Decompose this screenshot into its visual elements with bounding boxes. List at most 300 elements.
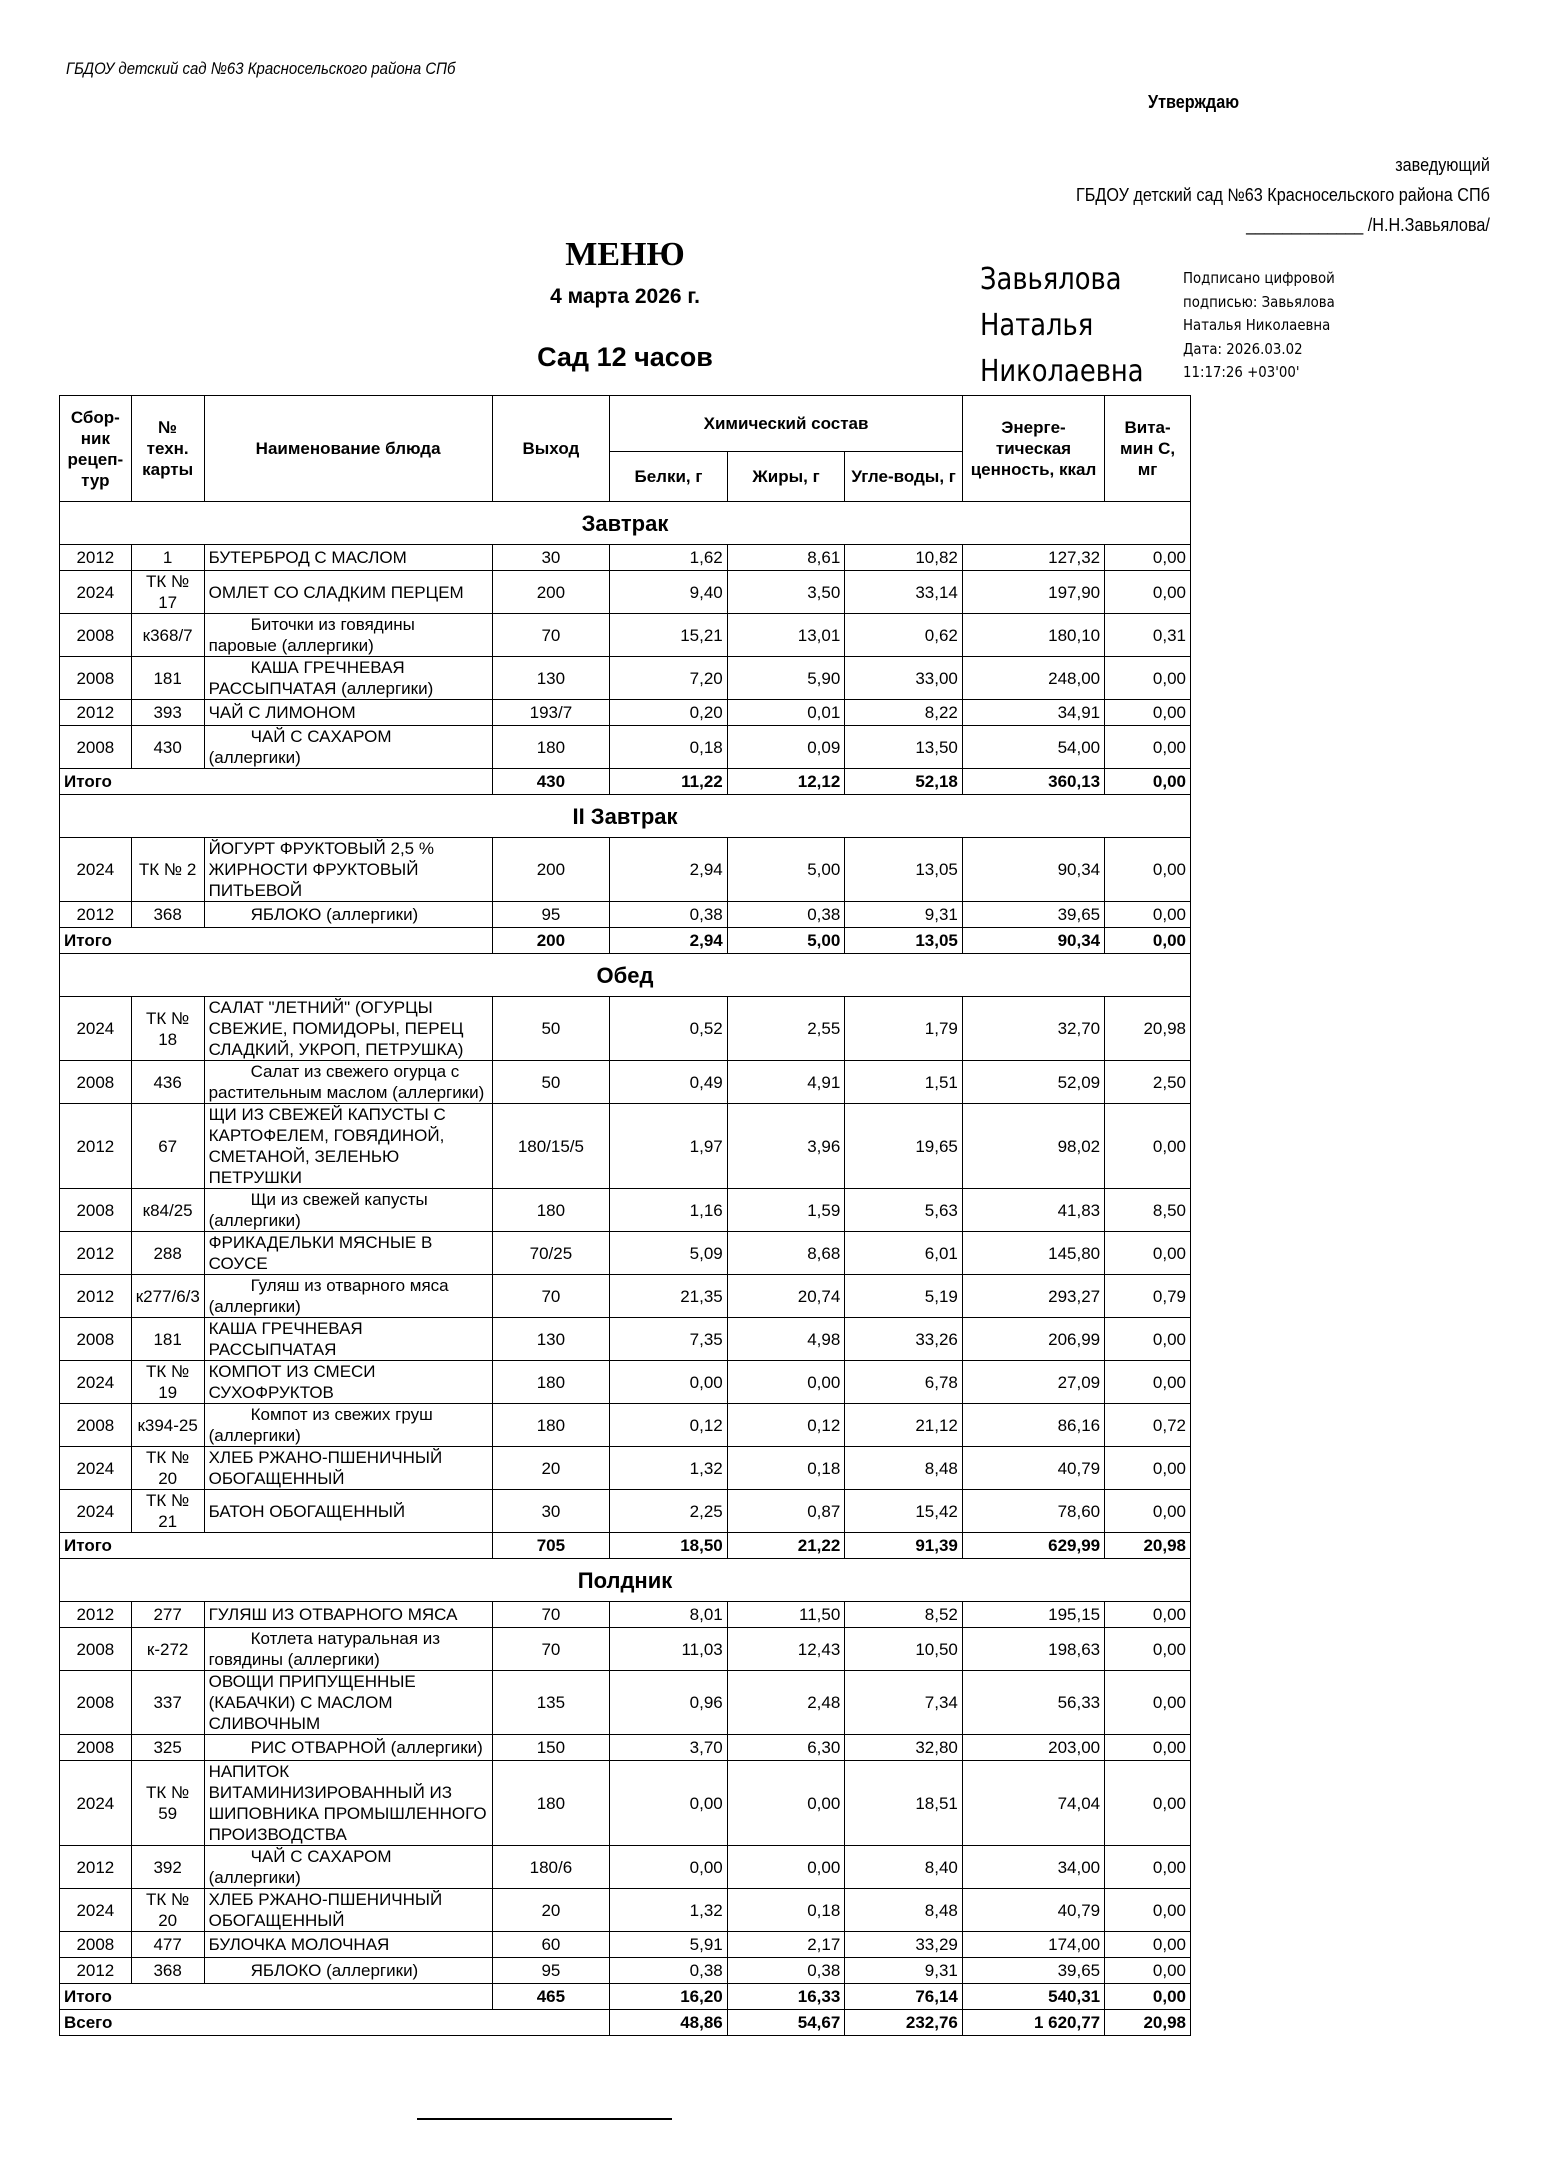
total-energy: 90,34: [962, 928, 1104, 954]
total-label: Итого: [60, 769, 493, 795]
table-row: [60, 997, 1191, 1061]
fat-cell: 13,01: [727, 614, 845, 657]
energy-cell: 39,65: [962, 1958, 1104, 1984]
yield-cell: 20: [492, 1447, 610, 1490]
vitamin-c-cell: 0,00: [1105, 902, 1191, 928]
total-carbs: 52,18: [845, 769, 963, 795]
tech-card-cell: 1: [131, 545, 204, 571]
tech-card-cell: 393: [131, 700, 204, 726]
header-dish: Наименование блюда: [204, 396, 492, 502]
digital-signature-name: [980, 257, 1144, 395]
tech-card-cell: к368/7: [131, 614, 204, 657]
dish-name-cell: Компот из свежих груш (аллергики): [204, 1404, 492, 1447]
vitamin-c-cell: 0,00: [1105, 726, 1191, 769]
dish-name-cell: НАПИТОК ВИТАМИНИЗИРОВАННЫЙ ИЗ ШИПОВНИКА ПРОМЫШЛЕННОГО ПРОИЗВОДСТВА: [204, 1761, 492, 1846]
vitamin-c-cell: 0,00: [1105, 838, 1191, 902]
dish-name-cell: БУЛОЧКА МОЛОЧНАЯ: [204, 1932, 492, 1958]
vitamin-c-cell: 0,00: [1105, 1318, 1191, 1361]
fat-cell: 0,87: [727, 1490, 845, 1533]
section-title: Завтрак: [60, 502, 1191, 545]
section-header: [60, 954, 1191, 997]
vitamin-c-cell: 0,00: [1105, 1735, 1191, 1761]
vitamin-c-cell: 0,00: [1105, 1628, 1191, 1671]
carbs-cell: 21,12: [845, 1404, 963, 1447]
dish-name-cell: БУТЕРБРОД С МАСЛОМ: [204, 545, 492, 571]
protein-cell: 5,91: [610, 1932, 728, 1958]
total-vitamin-c: 20,98: [1105, 1533, 1191, 1559]
fat-cell: 0,18: [727, 1447, 845, 1490]
fat-cell: 0,09: [727, 726, 845, 769]
fat-cell: 2,17: [727, 1932, 845, 1958]
total-vitamin-c: 0,00: [1105, 928, 1191, 954]
fat-cell: 0,38: [727, 902, 845, 928]
total-protein: 18,50: [610, 1533, 728, 1559]
dish-name-cell: Салат из свежего огурца с растительным маслом (аллергики): [204, 1061, 492, 1104]
tech-card-cell: 67: [131, 1104, 204, 1189]
recipe-collection-cell: 2024: [60, 838, 132, 902]
tech-card-cell: 477: [131, 1932, 204, 1958]
table-row: [60, 1602, 1191, 1628]
protein-cell: 1,32: [610, 1447, 728, 1490]
grand-total-energy: 1 620,77: [962, 2010, 1104, 2036]
dish-name-cell: ЙОГУРТ ФРУКТОВЫЙ 2,5 % ЖИРНОСТИ ФРУКТОВЫЙ ПИТЬЕВОЙ: [204, 838, 492, 902]
yield-cell: 70: [492, 1628, 610, 1671]
vitamin-c-cell: 0,00: [1105, 571, 1191, 614]
vitamin-c-cell: 0,00: [1105, 1932, 1191, 1958]
recipe-collection-cell: 2008: [60, 1189, 132, 1232]
recipe-collection-cell: 2024: [60, 1889, 132, 1932]
tech-card-cell: 325: [131, 1735, 204, 1761]
energy-cell: 39,65: [962, 902, 1104, 928]
tech-card-cell: 277: [131, 1602, 204, 1628]
signature-note-line: Подписано цифровой: [1183, 269, 1335, 287]
vitamin-c-cell: 20,98: [1105, 997, 1191, 1061]
carbs-cell: 18,51: [845, 1761, 963, 1846]
tech-card-cell: 368: [131, 902, 204, 928]
total-energy: 629,99: [962, 1533, 1104, 1559]
carbs-cell: 5,63: [845, 1189, 963, 1232]
vitamin-c-cell: 0,00: [1105, 1232, 1191, 1275]
protein-cell: 0,96: [610, 1671, 728, 1735]
dish-name-cell: КАША ГРЕЧНЕВАЯ РАССЫПЧАТАЯ: [204, 1318, 492, 1361]
yield-cell: 70: [492, 614, 610, 657]
table-row: [60, 571, 1191, 614]
signature-name-line: Николаевна: [980, 354, 1144, 389]
dish-name-cell: ХЛЕБ РЖАНО-ПШЕНИЧНЫЙ ОБОГАЩЕННЫЙ: [204, 1889, 492, 1932]
table-row: [60, 1061, 1191, 1104]
table-row: [60, 1447, 1191, 1490]
carbs-cell: 19,65: [845, 1104, 963, 1189]
carbs-cell: 33,00: [845, 657, 963, 700]
energy-cell: 98,02: [962, 1104, 1104, 1189]
header-collection: Сбор-ник рецеп-тур: [60, 396, 132, 502]
yield-cell: 180: [492, 1404, 610, 1447]
recipe-collection-cell: 2012: [60, 700, 132, 726]
tech-card-cell: 337: [131, 1671, 204, 1735]
energy-cell: 198,63: [962, 1628, 1104, 1671]
protein-cell: 1,32: [610, 1889, 728, 1932]
tech-card-cell: 181: [131, 657, 204, 700]
header-fat: Жиры, г: [727, 452, 845, 502]
dish-name-cell: ФРИКАДЕЛЬКИ МЯСНЫЕ В СОУСЕ: [204, 1232, 492, 1275]
fat-cell: 0,18: [727, 1889, 845, 1932]
table-row: [60, 902, 1191, 928]
protein-cell: 5,09: [610, 1232, 728, 1275]
recipe-collection-cell: 2008: [60, 1671, 132, 1735]
total-vitamin-c: 0,00: [1105, 769, 1191, 795]
total-yield: 705: [492, 1533, 610, 1559]
yield-cell: 70: [492, 1275, 610, 1318]
protein-cell: 0,52: [610, 997, 728, 1061]
protein-cell: 8,01: [610, 1602, 728, 1628]
dish-name-cell: ЩИ ИЗ СВЕЖЕЙ КАПУСТЫ С КАРТОФЕЛЕМ, ГОВЯДИНОЙ, СМЕТАНОЙ, ЗЕЛЕНЬЮ ПЕТРУШКИ: [204, 1104, 492, 1189]
carbs-cell: 9,31: [845, 902, 963, 928]
section-total-row: [60, 928, 1191, 954]
grand-total-carbs: 232,76: [845, 2010, 963, 2036]
yield-cell: 70: [492, 1602, 610, 1628]
menu-date: 4 марта 2026 г.: [550, 285, 700, 308]
total-fat: 12,12: [727, 769, 845, 795]
tech-card-cell: 430: [131, 726, 204, 769]
tech-card-cell: 436: [131, 1061, 204, 1104]
protein-cell: 0,00: [610, 1846, 728, 1889]
fat-cell: 2,55: [727, 997, 845, 1061]
tech-card-cell: к394-25: [131, 1404, 204, 1447]
section-total-row: [60, 1984, 1191, 2010]
fat-cell: 12,43: [727, 1628, 845, 1671]
fat-cell: 0,38: [727, 1958, 845, 1984]
total-label: Итого: [60, 1984, 493, 2010]
energy-cell: 180,10: [962, 614, 1104, 657]
carbs-cell: 6,01: [845, 1232, 963, 1275]
carbs-cell: 33,29: [845, 1932, 963, 1958]
dish-name-cell: Биточки из говядины паровые (аллергики): [204, 614, 492, 657]
energy-cell: 78,60: [962, 1490, 1104, 1533]
tech-card-cell: к84/25: [131, 1189, 204, 1232]
recipe-collection-cell: 2024: [60, 1361, 132, 1404]
yield-cell: 20: [492, 1889, 610, 1932]
total-label: Итого: [60, 1533, 493, 1559]
dish-name-cell: БАТОН ОБОГАЩЕННЫЙ: [204, 1490, 492, 1533]
recipe-collection-cell: 2008: [60, 657, 132, 700]
recipe-collection-cell: 2024: [60, 997, 132, 1061]
header-yield: Выход: [492, 396, 610, 502]
yield-cell: 200: [492, 571, 610, 614]
recipe-collection-cell: 2012: [60, 902, 132, 928]
recipe-collection-cell: 2012: [60, 1275, 132, 1318]
carbs-cell: 5,19: [845, 1275, 963, 1318]
carbs-cell: 1,51: [845, 1061, 963, 1104]
protein-cell: 0,38: [610, 1958, 728, 1984]
vitamin-c-cell: 0,00: [1105, 1889, 1191, 1932]
table-row: [60, 1490, 1191, 1533]
grand-total-protein: 48,86: [610, 2010, 728, 2036]
protein-cell: 0,12: [610, 1404, 728, 1447]
energy-cell: 27,09: [962, 1361, 1104, 1404]
yield-cell: 135: [492, 1671, 610, 1735]
fat-cell: 11,50: [727, 1602, 845, 1628]
energy-cell: 197,90: [962, 571, 1104, 614]
yield-cell: 70/25: [492, 1232, 610, 1275]
header-carbs: Угле-воды, г: [845, 452, 963, 502]
yield-cell: 180/15/5: [492, 1104, 610, 1189]
total-vitamin-c: 0,00: [1105, 1984, 1191, 2010]
header-vitamin-c: Вита-мин С, мг: [1105, 396, 1191, 502]
vitamin-c-cell: 0,00: [1105, 1671, 1191, 1735]
yield-cell: 30: [492, 545, 610, 571]
grand-total-vitamin-c: 20,98: [1105, 2010, 1191, 2036]
grand-total-fat: 54,67: [727, 2010, 845, 2036]
protein-cell: 1,97: [610, 1104, 728, 1189]
table-row: [60, 700, 1191, 726]
yield-cell: 150: [492, 1735, 610, 1761]
tech-card-cell: ТК № 20: [131, 1889, 204, 1932]
table-row: [60, 1889, 1191, 1932]
bottom-signature-line: [417, 2118, 672, 2120]
table-row: [60, 1232, 1191, 1275]
table-row: [60, 1671, 1191, 1735]
tech-card-cell: 181: [131, 1318, 204, 1361]
table-row: [60, 1761, 1191, 1846]
vitamin-c-cell: 0,31: [1105, 614, 1191, 657]
section-header: [60, 795, 1191, 838]
energy-cell: 56,33: [962, 1671, 1104, 1735]
tech-card-cell: ТК № 19: [131, 1361, 204, 1404]
fat-cell: 0,00: [727, 1361, 845, 1404]
tech-card-cell: к-272: [131, 1628, 204, 1671]
vitamin-c-cell: 0,72: [1105, 1404, 1191, 1447]
yield-cell: 130: [492, 657, 610, 700]
recipe-collection-cell: 2008: [60, 1735, 132, 1761]
recipe-collection-cell: 2008: [60, 1404, 132, 1447]
energy-cell: 174,00: [962, 1932, 1104, 1958]
section-total-row: [60, 769, 1191, 795]
signature-line: _____________ /Н.Н.Завьялова/: [1246, 215, 1490, 235]
yield-cell: 193/7: [492, 700, 610, 726]
section-total-row: [60, 1533, 1191, 1559]
tech-card-cell: 368: [131, 1958, 204, 1984]
fat-cell: 20,74: [727, 1275, 845, 1318]
total-protein: 11,22: [610, 769, 728, 795]
recipe-collection-cell: 2008: [60, 614, 132, 657]
yield-cell: 50: [492, 997, 610, 1061]
energy-cell: 34,91: [962, 700, 1104, 726]
protein-cell: 15,21: [610, 614, 728, 657]
table-row: [60, 657, 1191, 700]
energy-cell: 195,15: [962, 1602, 1104, 1628]
organization-header: ГБДОУ детский сад №63 Красносельского района СПб: [66, 59, 456, 78]
tech-card-cell: 392: [131, 1846, 204, 1889]
total-carbs: 13,05: [845, 928, 963, 954]
section-header: [60, 502, 1191, 545]
carbs-cell: 1,79: [845, 997, 963, 1061]
yield-cell: 130: [492, 1318, 610, 1361]
carbs-cell: 10,50: [845, 1628, 963, 1671]
carbs-cell: 8,40: [845, 1846, 963, 1889]
dish-name-cell: КАША ГРЕЧНЕВАЯ РАССЫПЧАТАЯ (аллергики): [204, 657, 492, 700]
table-row: [60, 1846, 1191, 1889]
yield-cell: 50: [492, 1061, 610, 1104]
energy-cell: 203,00: [962, 1735, 1104, 1761]
protein-cell: 0,49: [610, 1061, 728, 1104]
energy-cell: 52,09: [962, 1061, 1104, 1104]
protein-cell: 1,16: [610, 1189, 728, 1232]
carbs-cell: 8,22: [845, 700, 963, 726]
total-fat: 21,22: [727, 1533, 845, 1559]
fat-cell: 4,91: [727, 1061, 845, 1104]
dish-name-cell: ЧАЙ С ЛИМОНОМ: [204, 700, 492, 726]
table-row: [60, 726, 1191, 769]
recipe-collection-cell: 2024: [60, 1490, 132, 1533]
recipe-collection-cell: 2008: [60, 1318, 132, 1361]
yield-cell: 30: [492, 1490, 610, 1533]
table-row: [60, 1404, 1191, 1447]
table-row: [60, 614, 1191, 657]
energy-cell: 127,32: [962, 545, 1104, 571]
vitamin-c-cell: 0,00: [1105, 1602, 1191, 1628]
protein-cell: 7,20: [610, 657, 728, 700]
energy-cell: 248,00: [962, 657, 1104, 700]
grand-total-label: Всего: [60, 2010, 610, 2036]
menu-subtitle: Сад 12 часов: [537, 342, 713, 372]
protein-cell: 1,62: [610, 545, 728, 571]
signature-note-line: Наталья Николаевна: [1183, 316, 1331, 334]
total-fat: 16,33: [727, 1984, 845, 2010]
table-row: [60, 1932, 1191, 1958]
table-row: [60, 1189, 1191, 1232]
section-header: [60, 1559, 1191, 1602]
fat-cell: 8,61: [727, 545, 845, 571]
signature-note-line: Дата: 2026.03.02: [1183, 339, 1303, 358]
fat-cell: 6,30: [727, 1735, 845, 1761]
protein-cell: 0,00: [610, 1761, 728, 1846]
table-row: [60, 1275, 1191, 1318]
vitamin-c-cell: 2,50: [1105, 1061, 1191, 1104]
energy-cell: 41,83: [962, 1189, 1104, 1232]
total-yield: 200: [492, 928, 610, 954]
table-row: [60, 1361, 1191, 1404]
tech-card-cell: ТК № 17: [131, 571, 204, 614]
dish-name-cell: Щи из свежей капусты (аллергики): [204, 1189, 492, 1232]
digital-signature-note: [1183, 267, 1335, 385]
dish-name-cell: ОВОЩИ ПРИПУЩЕННЫЕ (КАБАЧКИ) С МАСЛОМ СЛИВОЧНЫМ: [204, 1671, 492, 1735]
fat-cell: 3,50: [727, 571, 845, 614]
total-label: Итого: [60, 928, 493, 954]
fat-cell: 5,90: [727, 657, 845, 700]
approver-organization: ГБДОУ детский сад №63 Красносельского района СПб: [1076, 185, 1490, 205]
recipe-collection-cell: 2012: [60, 545, 132, 571]
total-carbs: 76,14: [845, 1984, 963, 2010]
menu-table: [59, 395, 1191, 2036]
carbs-cell: 33,14: [845, 571, 963, 614]
fat-cell: 5,00: [727, 838, 845, 902]
protein-cell: 7,35: [610, 1318, 728, 1361]
recipe-collection-cell: 2008: [60, 726, 132, 769]
carbs-cell: 33,26: [845, 1318, 963, 1361]
dish-name-cell: ОМЛЕТ СО СЛАДКИМ ПЕРЦЕМ: [204, 571, 492, 614]
energy-cell: 34,00: [962, 1846, 1104, 1889]
total-energy: 360,13: [962, 769, 1104, 795]
fat-cell: 4,98: [727, 1318, 845, 1361]
protein-cell: 11,03: [610, 1628, 728, 1671]
table-row: [60, 1104, 1191, 1189]
carbs-cell: 15,42: [845, 1490, 963, 1533]
tech-card-cell: 288: [131, 1232, 204, 1275]
tech-card-cell: ТК № 2: [131, 838, 204, 902]
table-row: [60, 1735, 1191, 1761]
header-chem: Химический состав: [610, 396, 963, 452]
energy-cell: 54,00: [962, 726, 1104, 769]
signature-note-line: 11:17:26 +03'00': [1183, 363, 1300, 381]
total-protein: 2,94: [610, 928, 728, 954]
dish-name-cell: Котлета натуральная из говядины (аллергики): [204, 1628, 492, 1671]
vitamin-c-cell: 0,00: [1105, 1761, 1191, 1846]
tech-card-cell: к277/6/3: [131, 1275, 204, 1318]
carbs-cell: 6,78: [845, 1361, 963, 1404]
vitamin-c-cell: 0,00: [1105, 545, 1191, 571]
vitamin-c-cell: 0,00: [1105, 700, 1191, 726]
tech-card-cell: ТК № 21: [131, 1490, 204, 1533]
protein-cell: 0,00: [610, 1361, 728, 1404]
vitamin-c-cell: 0,00: [1105, 657, 1191, 700]
header-protein: Белки, г: [610, 452, 728, 502]
protein-cell: 2,94: [610, 838, 728, 902]
energy-cell: 293,27: [962, 1275, 1104, 1318]
total-yield: 430: [492, 769, 610, 795]
yield-cell: 200: [492, 838, 610, 902]
protein-cell: 0,20: [610, 700, 728, 726]
carbs-cell: 7,34: [845, 1671, 963, 1735]
dish-name-cell: САЛАТ "ЛЕТНИЙ" (ОГУРЦЫ СВЕЖИЕ, ПОМИДОРЫ, ПЕРЕЦ СЛАДКИЙ, УКРОП, ПЕТРУШКА): [204, 997, 492, 1061]
header-tech-card: № техн. карты: [131, 396, 204, 502]
table-row: [60, 1628, 1191, 1671]
yield-cell: 180: [492, 1361, 610, 1404]
protein-cell: 3,70: [610, 1735, 728, 1761]
approve-label: Утверждаю: [1148, 92, 1240, 112]
yield-cell: 95: [492, 1958, 610, 1984]
energy-cell: 40,79: [962, 1889, 1104, 1932]
protein-cell: 0,38: [610, 902, 728, 928]
recipe-collection-cell: 2012: [60, 1602, 132, 1628]
total-fat: 5,00: [727, 928, 845, 954]
energy-cell: 74,04: [962, 1761, 1104, 1846]
yield-cell: 180: [492, 1189, 610, 1232]
carbs-cell: 13,05: [845, 838, 963, 902]
tech-card-cell: ТК № 59: [131, 1761, 204, 1846]
carbs-cell: 8,52: [845, 1602, 963, 1628]
yield-cell: 180/6: [492, 1846, 610, 1889]
recipe-collection-cell: 2024: [60, 1447, 132, 1490]
tech-card-cell: ТК № 18: [131, 997, 204, 1061]
fat-cell: 8,68: [727, 1232, 845, 1275]
total-yield: 465: [492, 1984, 610, 2010]
approver-block: [1030, 150, 1490, 240]
table-row: [60, 1318, 1191, 1361]
total-carbs: 91,39: [845, 1533, 963, 1559]
recipe-collection-cell: 2024: [60, 571, 132, 614]
dish-name-cell: РИС ОТВАРНОЙ (аллергики): [204, 1735, 492, 1761]
energy-cell: 206,99: [962, 1318, 1104, 1361]
recipe-collection-cell: 2008: [60, 1932, 132, 1958]
dish-name-cell: ХЛЕБ РЖАНО-ПШЕНИЧНЫЙ ОБОГАЩЕННЫЙ: [204, 1447, 492, 1490]
protein-cell: 21,35: [610, 1275, 728, 1318]
dish-name-cell: ЧАЙ С САХАРОМ (аллергики): [204, 1846, 492, 1889]
section-title: Обед: [60, 954, 1191, 997]
section-title: Полдник: [60, 1559, 1191, 1602]
recipe-collection-cell: 2008: [60, 1628, 132, 1671]
table-row: [60, 838, 1191, 902]
dish-name-cell: Гуляш из отварного мяса (аллергики): [204, 1275, 492, 1318]
